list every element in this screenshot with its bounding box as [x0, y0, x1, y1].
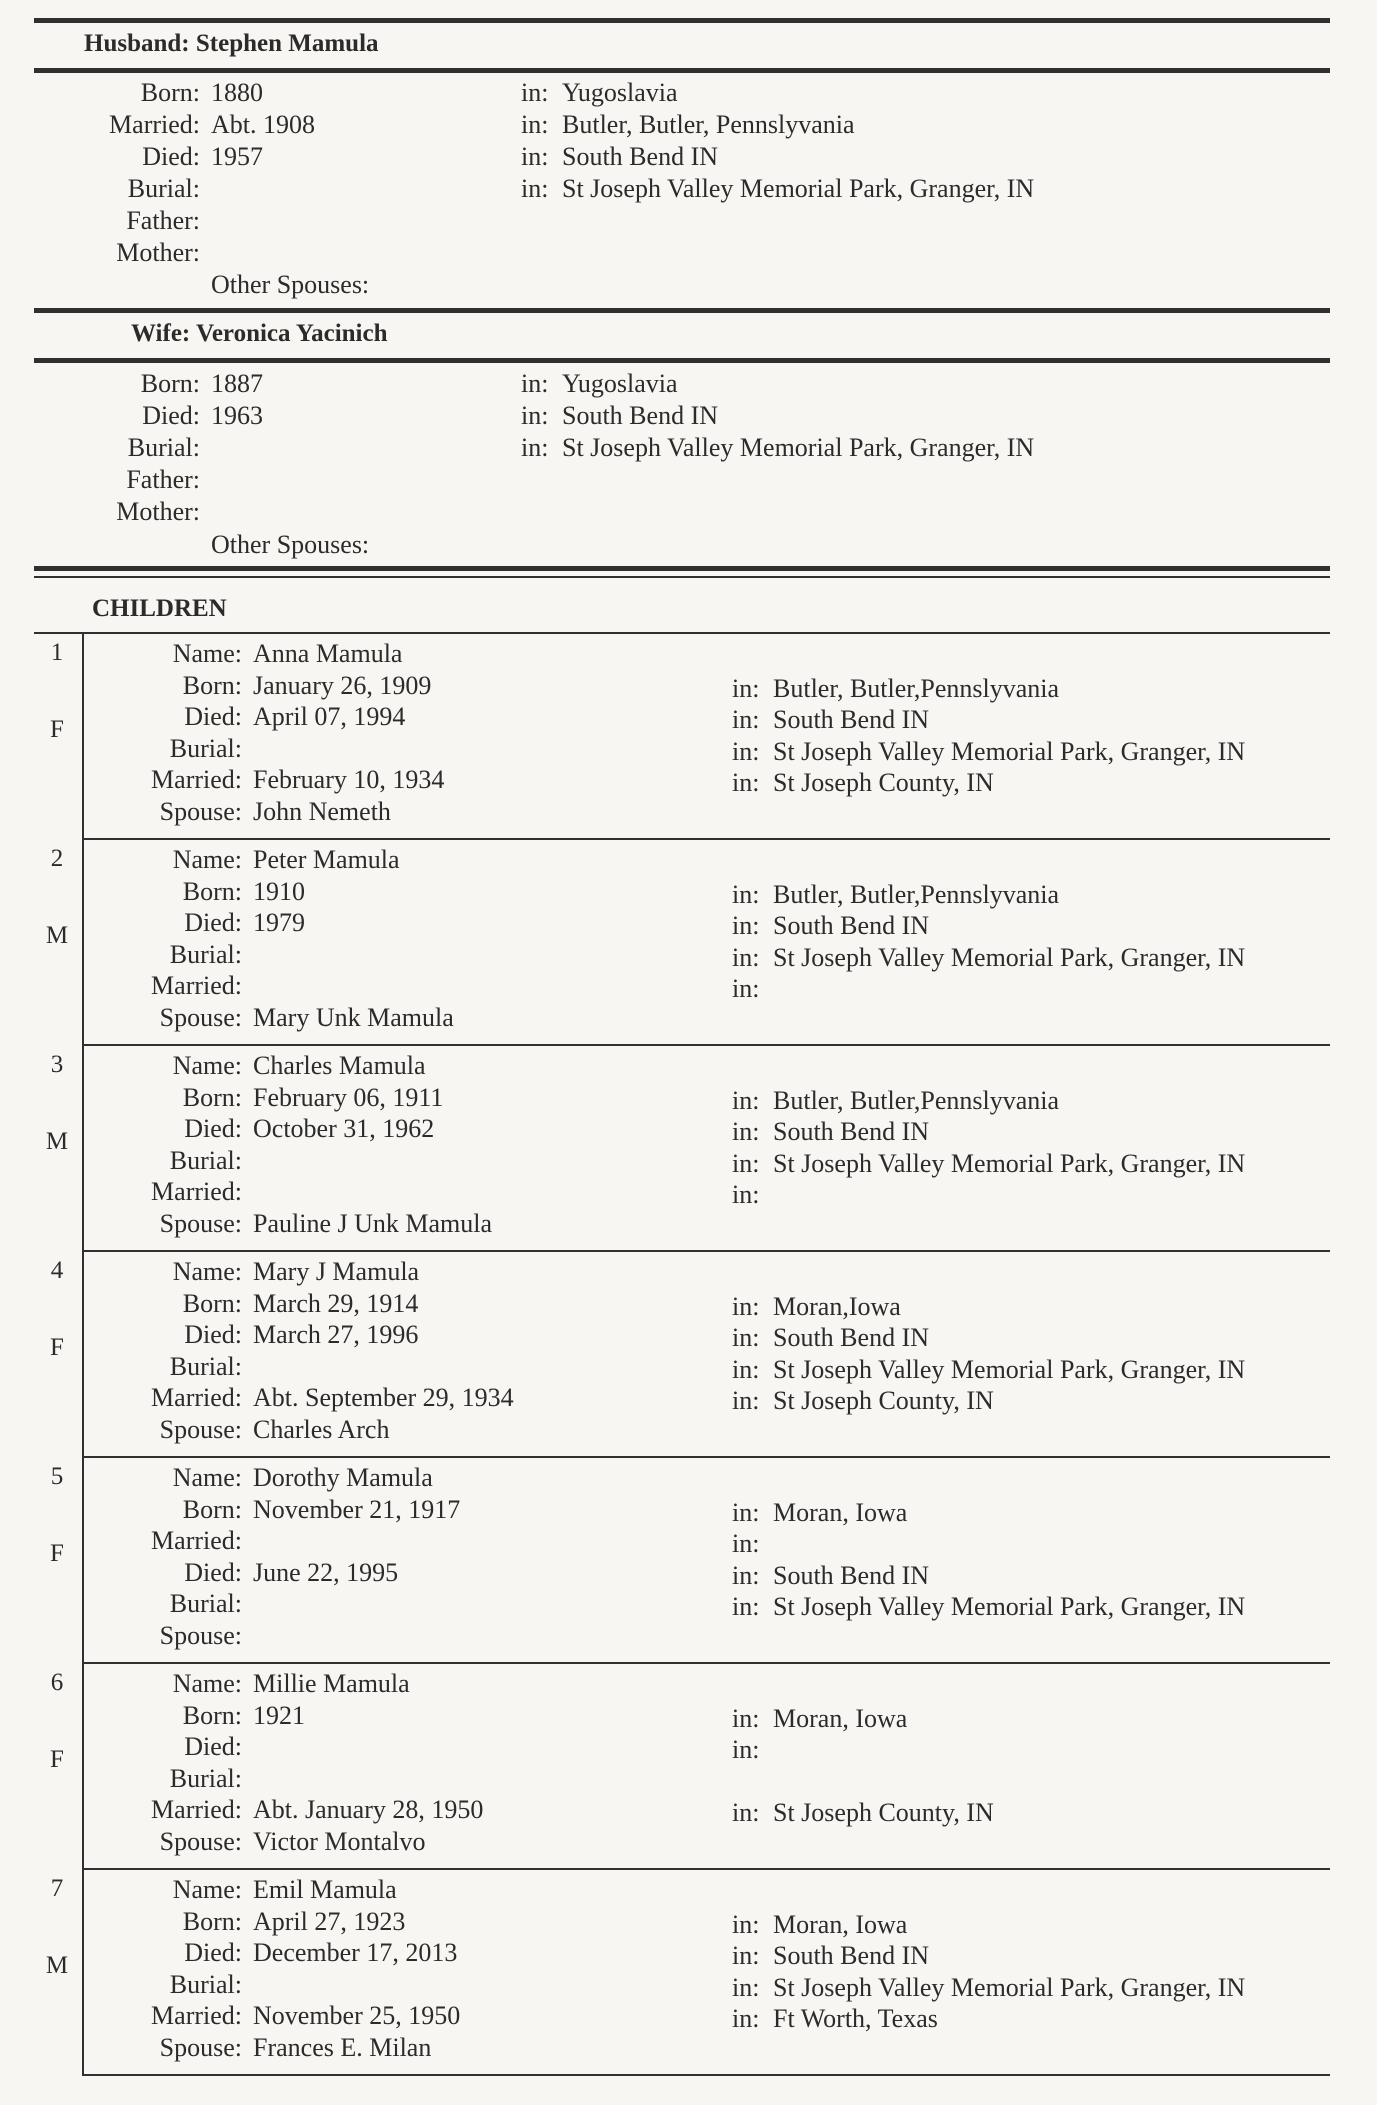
children-heading: CHILDREN [92, 595, 227, 622]
child-in-label: in: [732, 1592, 760, 1622]
wife-heading [131, 320, 388, 348]
child-label: Burial: [169, 1589, 242, 1619]
child-place: St Joseph Valley Memorial Park, Granger, IN [773, 1592, 1246, 1622]
child-in-label: in: [732, 1386, 760, 1416]
child-label: Died: [184, 1732, 242, 1762]
child-sex: F [50, 1540, 64, 1567]
child-label: Burial: [169, 1351, 242, 1381]
husband-row-value: Abt. 1908 [211, 110, 315, 139]
child-label: Born: [182, 1906, 242, 1936]
child-in-label: in: [732, 1117, 760, 1147]
children-header-rule [34, 632, 1330, 634]
child-sex: M [45, 1952, 69, 1979]
husband-heading [84, 30, 379, 58]
child-value: Mary Unk Mamula [253, 1003, 454, 1032]
husband-rule [34, 68, 1330, 73]
child-sex: F [50, 1334, 64, 1361]
child-place: St Joseph Valley Memorial Park, Granger, IN [773, 736, 1246, 766]
child-value: April 27, 1923 [253, 1906, 406, 1936]
wife-other-spouses: Other Spouses: [211, 530, 370, 559]
child-value: February 06, 1911 [253, 1082, 444, 1112]
husband-row-in-label: in: [521, 78, 549, 107]
child-separator [82, 1250, 1330, 1252]
child-separator [82, 1868, 1330, 1870]
wife-rule [34, 358, 1330, 363]
child-in-label: in: [732, 942, 760, 972]
child-value: Emil Mamula [253, 1875, 397, 1904]
child-in-label: in: [732, 1148, 760, 1178]
child-value: Abt. January 28, 1950 [253, 1795, 484, 1825]
wife-row-place: St Joseph Valley Memorial Park, Granger, IN [562, 433, 1035, 462]
child-value: Charles Mamula [253, 1051, 426, 1080]
husband-row-place: South Bend IN [562, 142, 718, 171]
child-sex: F [50, 716, 64, 743]
child-value: 1979 [253, 908, 305, 938]
child-value: Charles Arch [253, 1415, 390, 1444]
child-label: Spouse: [159, 1209, 242, 1238]
child-label: Name: [172, 1463, 242, 1492]
husband-name: Stephen Mamula [195, 30, 379, 57]
wife-row-place: Yugoslavia [562, 369, 678, 398]
child-sex: F [50, 1746, 64, 1773]
child-in-label: in: [732, 1529, 760, 1559]
child-number: 6 [50, 1669, 64, 1696]
child-divider [82, 1252, 84, 1458]
wife-row-value: 1887 [211, 369, 263, 398]
child-place: South Bend IN [773, 911, 929, 941]
child-place: St Joseph County, IN [773, 1386, 994, 1416]
child-separator [82, 1044, 1330, 1046]
child-label: Married: [151, 2001, 242, 2031]
child-label: Married: [151, 971, 242, 1001]
child-label: Name: [172, 845, 242, 874]
child-place: Butler, Butler,Pennslyvania [773, 879, 1060, 909]
child-label: Died: [184, 1114, 242, 1144]
child-value: March 27, 1996 [253, 1320, 419, 1350]
child-divider [82, 840, 84, 1046]
child-label: Spouse: [159, 2033, 242, 2062]
child-in-label: in: [732, 1497, 760, 1527]
husband-row-label: Burial: [127, 174, 200, 203]
child-label: Born: [182, 670, 242, 700]
husband-other-spouses: Other Spouses: [211, 270, 370, 299]
husband-heading-label: Husband: [84, 30, 190, 57]
child-value: November 25, 1950 [253, 2001, 461, 2031]
child-place: Moran, Iowa [773, 1703, 908, 1733]
wife-name: Veronica Yacinich [196, 320, 388, 347]
child-place: Butler, Butler,Pennslyvania [773, 673, 1060, 703]
child-in-label: in: [732, 2004, 760, 2034]
child-value: Mary J Mamula [253, 1257, 420, 1286]
child-in-label: in: [732, 1085, 760, 1115]
wife-row-place: South Bend IN [562, 401, 718, 430]
child-separator [82, 838, 1330, 840]
child-value: Dorothy Mamula [253, 1463, 433, 1492]
child-place: St Joseph Valley Memorial Park, Granger, IN [773, 1148, 1246, 1178]
child-label: Married: [151, 765, 242, 795]
wife-row-label: Burial: [127, 433, 200, 462]
child-value: April 07, 1994 [253, 702, 406, 732]
child-label: Died: [184, 702, 242, 732]
child-separator [82, 1662, 1330, 1664]
child-place: Ft Worth, Texas [773, 2004, 938, 2034]
child-in-label: in: [732, 768, 760, 798]
child-label: Burial: [169, 1969, 242, 1999]
husband-row-label: Married: [109, 110, 200, 139]
child-label: Died: [184, 1938, 242, 1968]
child-in-label: in: [732, 1909, 760, 1939]
child-label: Spouse: [159, 1827, 242, 1856]
child-in-label: in: [732, 1323, 760, 1353]
child-in-label: in: [732, 705, 760, 735]
child-in-label: in: [732, 1798, 760, 1828]
child-label: Married: [151, 1526, 242, 1556]
child-place: Moran, Iowa [773, 1909, 908, 1939]
husband-row-label: Born: [140, 78, 200, 107]
child-number: 1 [50, 639, 64, 666]
child-label: Married: [151, 1383, 242, 1413]
child-value: Anna Mamula [253, 639, 403, 668]
child-number: 7 [50, 1875, 64, 1902]
child-separator [82, 1456, 1330, 1458]
child-label: Name: [172, 1875, 242, 1904]
child-place: St Joseph Valley Memorial Park, Granger, IN [773, 1354, 1246, 1384]
child-label: Burial: [169, 733, 242, 763]
child-in-label: in: [732, 736, 760, 766]
child-value: Peter Mamula [253, 845, 400, 874]
child-place: St Joseph County, IN [773, 768, 994, 798]
child-place: Butler, Butler,Pennslyvania [773, 1085, 1060, 1115]
child-label: Born: [182, 1082, 242, 1112]
wife-row-in-label: in: [521, 369, 549, 398]
child-place: Moran,Iowa [773, 1291, 901, 1321]
child-value: October 31, 1962 [253, 1114, 435, 1144]
child-value: Victor Montalvo [253, 1827, 426, 1856]
child-value: Frances E. Milan [253, 2033, 432, 2062]
wife-row-label: Born: [140, 369, 200, 398]
wife-row-in-label: in: [521, 401, 549, 430]
child-label: Married: [151, 1177, 242, 1207]
child-place: South Bend IN [773, 1323, 929, 1353]
wife-heading-label: Wife: [131, 320, 191, 347]
child-divider [82, 1458, 84, 1664]
child-value: December 17, 2013 [253, 1938, 458, 1968]
child-place: South Bend IN [773, 1560, 929, 1590]
child-in-label: in: [732, 879, 760, 909]
husband-row-place: Butler, Butler, Pennslyvania [562, 110, 855, 139]
child-place: St Joseph Valley Memorial Park, Granger, IN [773, 1972, 1246, 2002]
child-place: St Joseph County, IN [773, 1798, 994, 1828]
child-in-label: in: [732, 911, 760, 941]
child-number: 4 [50, 1257, 64, 1284]
child-value: March 29, 1914 [253, 1288, 419, 1318]
child-sex: M [45, 1128, 69, 1155]
child-label: Name: [172, 1257, 242, 1286]
child-in-label: in: [732, 1735, 760, 1765]
children-top-rule [34, 566, 1330, 571]
child-label: Married: [151, 1795, 242, 1825]
husband-row-in-label: in: [521, 110, 549, 139]
child-value: Abt. September 29, 1934 [253, 1383, 514, 1413]
husband-row-in-label: in: [521, 174, 549, 203]
child-value: John Nemeth [253, 797, 391, 826]
child-label: Born: [182, 1700, 242, 1730]
child-sex: M [45, 922, 69, 949]
child-label: Name: [172, 639, 242, 668]
wife-row-in-label: in: [521, 433, 549, 462]
child-divider [82, 1664, 84, 1870]
child-in-label: in: [732, 1941, 760, 1971]
child-divider [82, 634, 84, 840]
child-in-label: in: [732, 1180, 760, 1210]
child-in-label: in: [732, 974, 760, 1004]
husband-row-label: Mother: [116, 238, 200, 267]
child-label: Burial: [169, 939, 242, 969]
wife-row-label: Died: [142, 401, 200, 430]
wife-row-label: Mother: [116, 497, 200, 526]
husband-row-label: Father: [126, 206, 200, 235]
children-double-rule [34, 576, 1330, 578]
husband-row-place: Yugoslavia [562, 78, 678, 107]
child-label: Spouse: [159, 1621, 242, 1650]
child-value: 1910 [253, 876, 305, 906]
child-divider [82, 1870, 84, 2076]
child-place: St Joseph Valley Memorial Park, Granger, IN [773, 942, 1246, 972]
child-number: 2 [50, 845, 64, 872]
child-label: Burial: [169, 1763, 242, 1793]
husband-row-in-label: in: [521, 142, 549, 171]
child-in-label: in: [732, 1703, 760, 1733]
child-value: Millie Mamula [253, 1669, 410, 1698]
child-label: Born: [182, 1288, 242, 1318]
child-value: Pauline J Unk Mamula [253, 1209, 493, 1238]
child-value: February 10, 1934 [253, 765, 445, 795]
child-value: November 21, 1917 [253, 1494, 461, 1524]
child-place: Moran, Iowa [773, 1497, 908, 1527]
child-in-label: in: [732, 1560, 760, 1590]
child-in-label: in: [732, 1354, 760, 1384]
child-label: Burial: [169, 1145, 242, 1175]
child-label: Born: [182, 876, 242, 906]
child-place: South Bend IN [773, 1941, 929, 1971]
child-label: Spouse: [159, 1415, 242, 1444]
wife-row-value: 1963 [211, 401, 263, 430]
child-label: Spouse: [159, 1003, 242, 1032]
child-in-label: in: [732, 673, 760, 703]
child-value: 1921 [253, 1700, 305, 1730]
child-label: Born: [182, 1494, 242, 1524]
child-place: South Bend IN [773, 705, 929, 735]
child-label: Name: [172, 1051, 242, 1080]
child-label: Name: [172, 1669, 242, 1698]
top-rule [34, 18, 1330, 23]
child-label: Died: [184, 908, 242, 938]
child-place: South Bend IN [773, 1117, 929, 1147]
child-number: 3 [50, 1051, 64, 1078]
wife-top-rule [34, 308, 1330, 313]
husband-row-value: 1880 [211, 78, 263, 107]
child-value: June 22, 1995 [253, 1557, 399, 1587]
child-in-label: in: [732, 1972, 760, 2002]
child-in-label: in: [732, 1291, 760, 1321]
husband-row-place: St Joseph Valley Memorial Park, Granger, IN [562, 174, 1035, 203]
child-label: Died: [184, 1320, 242, 1350]
child-value: January 26, 1909 [253, 670, 432, 700]
child-divider [82, 1046, 84, 1252]
child-number: 5 [50, 1463, 64, 1490]
child-label: Died: [184, 1557, 242, 1587]
wife-row-label: Father: [126, 465, 200, 494]
child-separator [82, 2074, 1330, 2076]
husband-row-value: 1957 [211, 142, 263, 171]
husband-row-label: Died: [142, 142, 200, 171]
child-label: Spouse: [159, 797, 242, 826]
